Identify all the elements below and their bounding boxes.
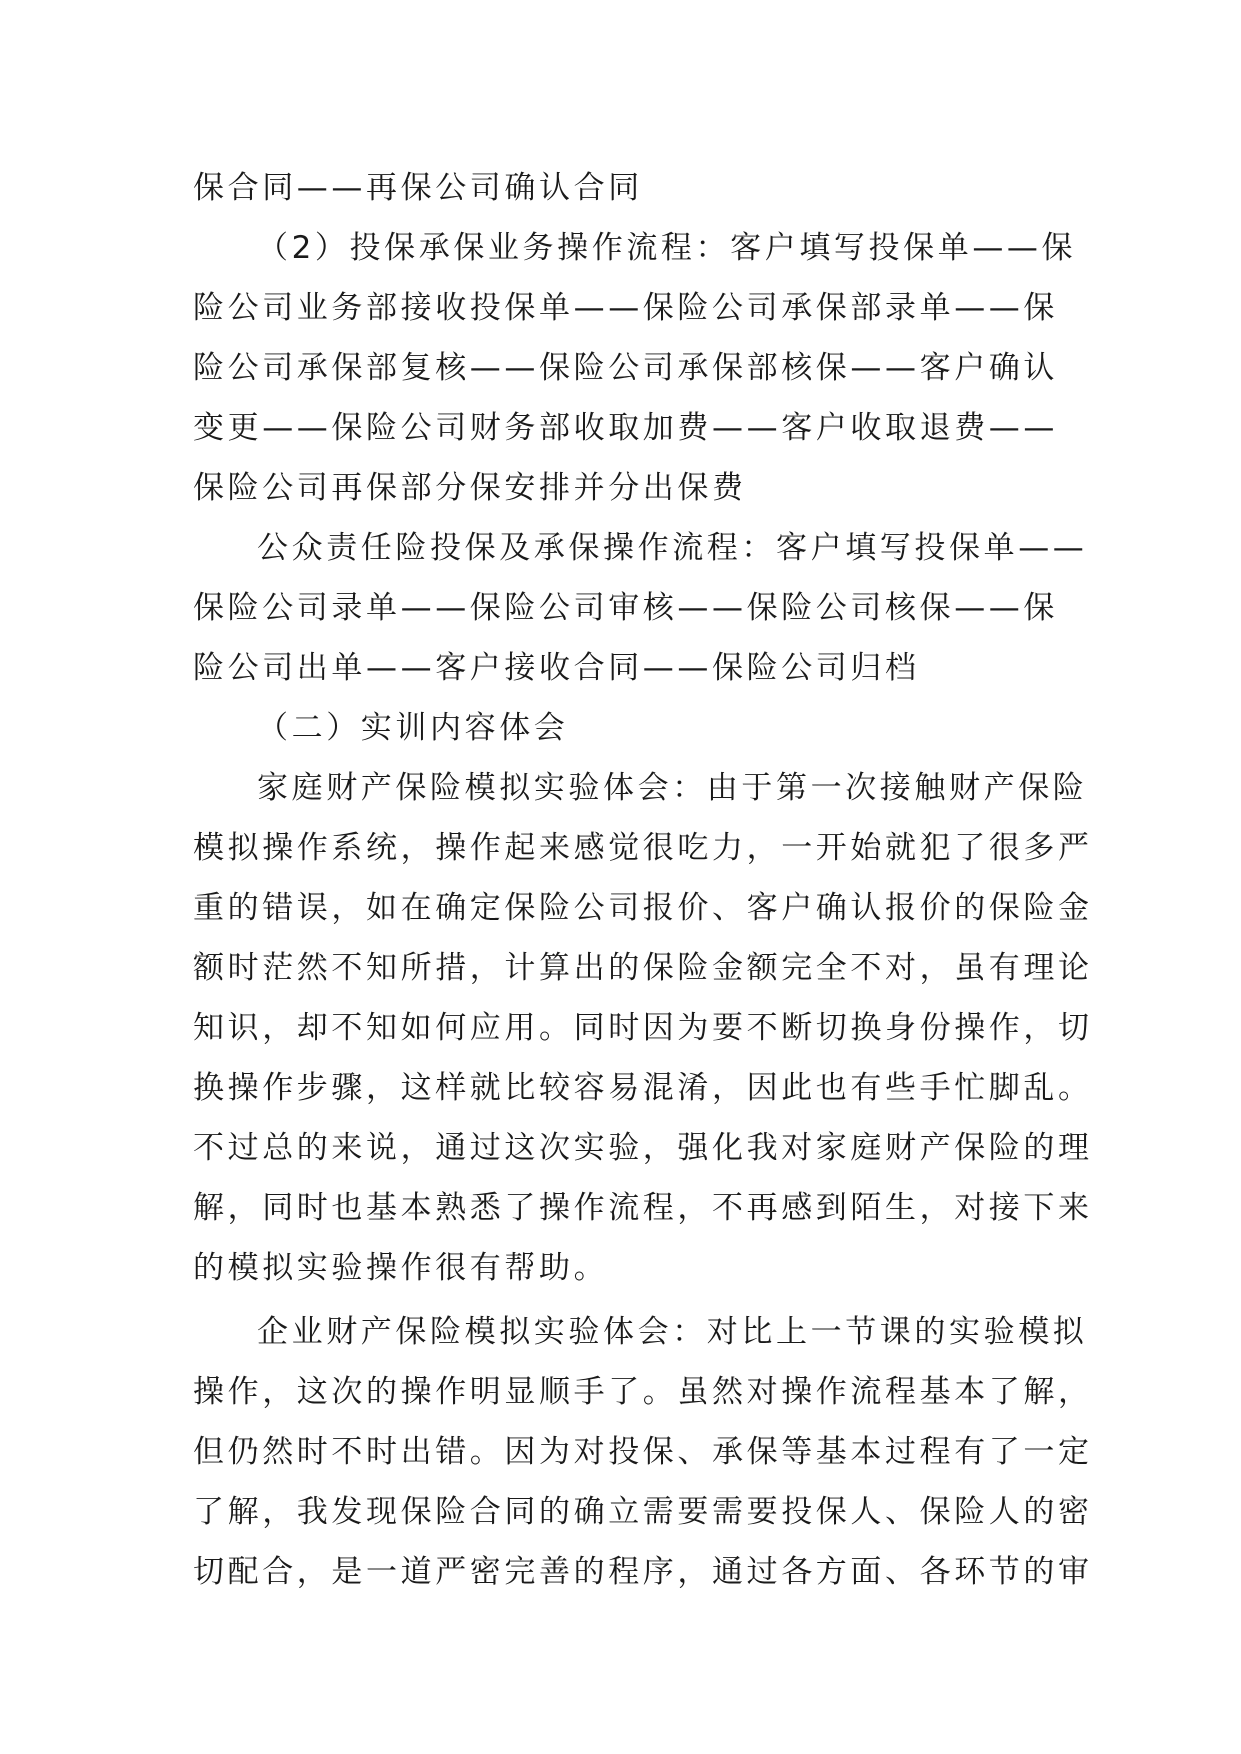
paragraph-line: 险公司业务部接收投保单——保险公司承保部录单——保 <box>193 290 1058 326</box>
paragraph-line: 保险公司再保部分保安排并分出保费 <box>193 470 747 506</box>
paragraph-line: 保合同——再保公司确认合同 <box>193 170 643 206</box>
paragraph-line: 企业财产保险模拟实验体会：对比上一节课的实验模拟 <box>257 1314 1088 1350</box>
paragraph-line: 换操作步骤，这样就比较容易混淆，因此也有些手忙脚乱。 <box>193 1070 1093 1106</box>
section-heading: （二）实训内容体会 <box>257 710 569 746</box>
paragraph-line: 保险公司录单——保险公司审核——保险公司核保——保 <box>193 590 1058 626</box>
paragraph-line: 模拟操作系统，操作起来感觉很吃力，一开始就犯了很多严 <box>193 830 1093 866</box>
paragraph-line: 重的错误，如在确定保险公司报价、客户确认报价的保险金 <box>193 890 1093 926</box>
paragraph-line: 但仍然时不时出错。因为对投保、承保等基本过程有了一定 <box>193 1434 1093 1470</box>
paragraph-line: 的模拟实验操作很有帮助。 <box>193 1250 609 1286</box>
paragraph-line: 公众责任险投保及承保操作流程：客户填写投保单—— <box>257 530 1088 566</box>
paragraph-line: 知识，却不知如何应用。同时因为要不断切换身份操作，切 <box>193 1010 1093 1046</box>
paragraph-line: 不过总的来说，通过这次实验，强化我对家庭财产保险的理 <box>193 1130 1093 1166</box>
paragraph-line: 险公司出单——客户接收合同——保险公司归档 <box>193 650 920 686</box>
paragraph-line: 了解，我发现保险合同的确立需要需要投保人、保险人的密 <box>193 1494 1093 1530</box>
paragraph-line: 解，同时也基本熟悉了操作流程，不再感到陌生，对接下来 <box>193 1190 1093 1226</box>
paragraph-line: 变更——保险公司财务部收取加费——客户收取退费—— <box>193 410 1058 446</box>
document-body <box>193 158 1093 1602</box>
paragraph-line: 操作，这次的操作明显顺手了。虽然对操作流程基本了解， <box>193 1374 1093 1410</box>
paragraph-line: 额时茫然不知所措，计算出的保险金额完全不对，虽有理论 <box>193 950 1093 986</box>
paragraph-line: （2）投保承保业务操作流程：客户填写投保单——保 <box>257 230 1077 266</box>
paragraph-line: 家庭财产保险模拟实验体会：由于第一次接触财产保险 <box>257 770 1088 806</box>
paragraph-line: 险公司承保部复核——保险公司承保部核保——客户确认 <box>193 350 1058 386</box>
paragraph-line: 切配合，是一道严密完善的程序，通过各方面、各环节的审 <box>193 1554 1093 1590</box>
